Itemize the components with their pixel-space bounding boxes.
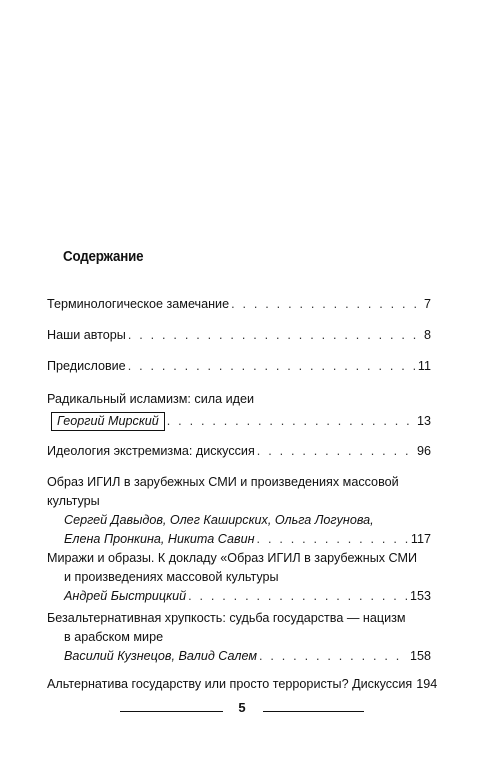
entry-title: Радикальный исламизм: сила идеи xyxy=(47,392,255,406)
entry-page-number: 153 xyxy=(409,589,431,603)
entry-page-number: 117 xyxy=(410,532,431,546)
entry-page-number: 8 xyxy=(423,328,431,342)
entry-title-line: Образ ИГИЛ в зарубежных СМИ и произведениях массовой xyxy=(47,475,399,489)
entry-title: Наши авторы xyxy=(47,328,126,342)
dot-leader xyxy=(188,587,408,606)
toc-entry[interactable] xyxy=(47,442,431,461)
entry-author: Василий Кузнецов, Валид Салем xyxy=(64,649,257,663)
entry-title-line: в арабском мире xyxy=(64,630,164,644)
dot-leader xyxy=(257,442,415,461)
toc-entry[interactable] xyxy=(47,295,431,314)
dot-leader xyxy=(231,295,422,314)
toc-entry[interactable] xyxy=(47,609,431,666)
entry-page-number: 194 xyxy=(416,677,438,691)
entry-title-line: Безальтернативная хрупкость: судьба государства — нацизм xyxy=(47,611,406,625)
toc-entry[interactable] xyxy=(47,390,431,431)
toc-heading: Содержание xyxy=(63,249,144,265)
dot-leader xyxy=(259,647,408,666)
toc-entry[interactable] xyxy=(47,675,438,694)
entry-title-line: и произведениях массовой культуры xyxy=(64,570,279,584)
entry-title-line: культуры xyxy=(47,494,100,508)
footer-rule-right xyxy=(263,711,364,712)
dot-leader xyxy=(128,326,422,345)
toc-entry[interactable] xyxy=(47,473,431,549)
toc-entry[interactable] xyxy=(47,549,431,606)
entry-author-line: Сергей Давыдов, Олег Каширских, Ольга Логунова, xyxy=(64,513,374,527)
entry-title: Терминологическое замечание xyxy=(47,297,230,311)
entry-author: Андрей Быстрицкий xyxy=(64,589,187,603)
page-number: 5 xyxy=(238,700,246,715)
entry-title: Альтернатива государству или просто террористы? Дискуссия xyxy=(47,677,413,691)
toc-entry[interactable] xyxy=(47,326,431,345)
footer-rule-left xyxy=(120,711,223,712)
dot-leader xyxy=(167,412,415,431)
entry-author-highlighted: Георгий Мирский xyxy=(51,412,165,431)
entry-page-number: 158 xyxy=(409,649,431,663)
toc-entry[interactable] xyxy=(47,357,431,376)
dot-leader xyxy=(257,530,409,549)
dot-leader xyxy=(128,357,416,376)
entry-title-line: Миражи и образы. К докладу «Образ ИГИЛ в зарубежных СМИ xyxy=(47,551,418,565)
entry-author-line: Елена Пронкина, Никита Савин xyxy=(64,532,255,546)
entry-page-number: 13 xyxy=(416,414,431,428)
entry-page-number: 11 xyxy=(417,359,431,373)
entry-title: Идеология экстремизма: дискуссия xyxy=(47,444,255,458)
entry-title: Предисловие xyxy=(47,359,126,373)
entry-page-number: 96 xyxy=(416,444,431,458)
entry-page-number: 7 xyxy=(423,297,431,311)
